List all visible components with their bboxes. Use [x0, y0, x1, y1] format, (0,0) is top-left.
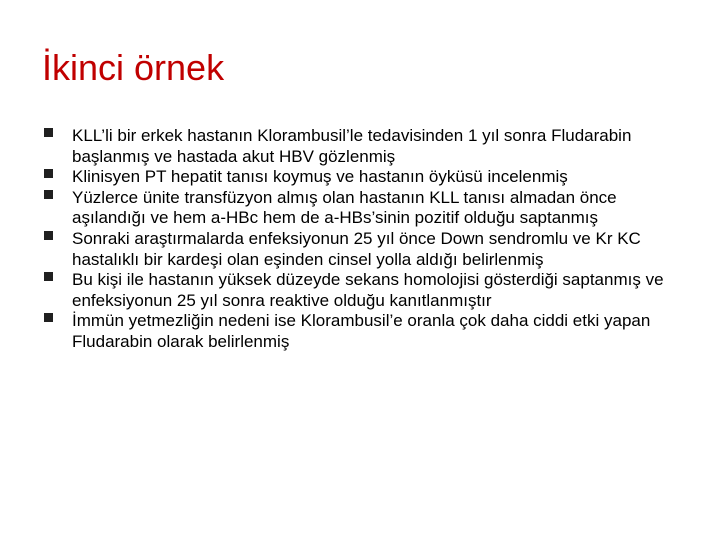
bullet-text: İmmün yetmezliğin nedeni ise Klorambusil’e oranla çok daha ciddi etki yapan Fludarabin olarak belirlenmiş — [72, 311, 651, 351]
bullet-text: Klinisyen PT hepatit tanısı koymuş ve hastanın öyküsü incelenmiş — [72, 167, 568, 187]
bullet-text: KLL’li bir erkek hastanın Klorambusil’le tedavisinden 1 yıl sonra Fludarabin başlanmış ve hastada akut HBV gözlenmiş — [72, 126, 632, 166]
bullet-list — [42, 126, 682, 353]
slide-title: İkinci örnek — [42, 47, 225, 88]
square-bullet-icon — [44, 272, 53, 281]
square-bullet-icon — [44, 190, 53, 199]
bullet-item — [42, 270, 682, 311]
bullet-text: Sonraki araştırmalarda enfeksiyonun 25 yıl önce Down sendromlu ve Kr KC hastalıklı bir kardeşi olan eşinden cinsel yolla aldığı belirlenmiş — [72, 228, 641, 269]
bullet-text: Yüzlerce ünite transfüzyon almış olan hastanın KLL tanısı almadan önce aşılandığı ve hem a-HBc hem de a-HBs’sinin pozitif olduğu saptanmış — [72, 187, 617, 228]
bullet-item — [42, 126, 682, 167]
square-bullet-icon — [44, 169, 53, 178]
bullet-item — [42, 311, 682, 352]
bullet-item — [42, 188, 682, 229]
bullet-item — [42, 167, 682, 188]
bullet-item — [42, 229, 682, 270]
square-bullet-icon — [44, 313, 53, 322]
square-bullet-icon — [44, 231, 53, 240]
square-bullet-icon — [44, 128, 53, 137]
bullet-text: Bu kişi ile hastanın yüksek düzeyde sekans homolojisi gösterdiği saptanmış ve enfeksiyonun 25 yıl sonra reaktive olduğu kanıtlanmıştır — [72, 270, 664, 310]
